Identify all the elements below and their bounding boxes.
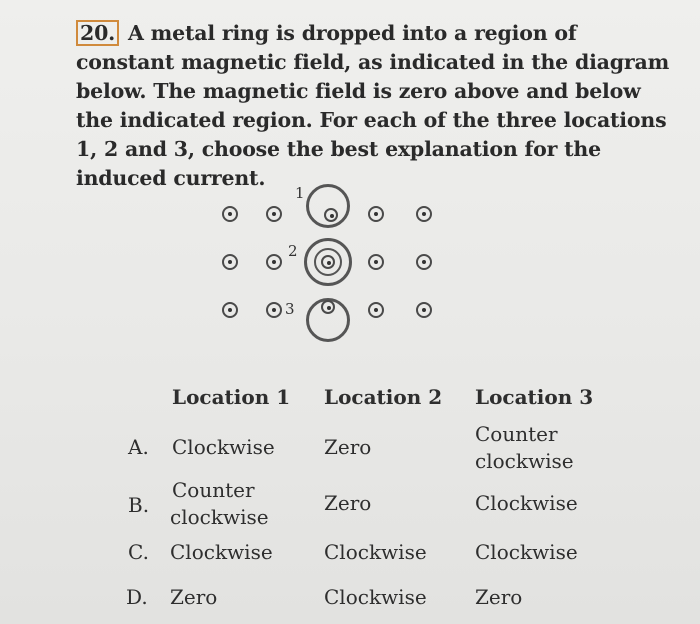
option-c-location-1: Clockwise (170, 540, 273, 564)
field-dot (416, 206, 432, 222)
field-dot (321, 255, 335, 269)
header-location-2: Location 2 (324, 385, 443, 409)
field-dot (368, 302, 384, 318)
location-label-2: 2 (288, 242, 298, 260)
field-dot (368, 206, 384, 222)
field-dot (222, 254, 238, 270)
header-location-3: Location 3 (475, 385, 594, 409)
question-number: 20. (76, 20, 119, 46)
option-c-letter[interactable]: C. (128, 540, 149, 564)
question-text (76, 19, 676, 193)
option-d-location-2: Clockwise (324, 585, 427, 609)
option-b-location-1-line1: Counter (172, 478, 255, 502)
option-b-letter[interactable]: B. (128, 493, 150, 517)
field-dot (321, 300, 335, 314)
field-dot (416, 302, 432, 318)
field-dot (266, 302, 282, 318)
field-dot (222, 206, 238, 222)
magnetic-field-diagram (200, 168, 460, 358)
header-location-1: Location 1 (172, 385, 291, 409)
option-d-location-1: Zero (170, 585, 218, 609)
location-label-1: 1 (295, 184, 305, 202)
field-dot (266, 254, 282, 270)
option-b-location-2: Zero (324, 491, 372, 515)
option-c-location-3: Clockwise (475, 540, 578, 564)
option-b-location-3: Clockwise (475, 491, 578, 515)
option-d-letter[interactable]: D. (126, 585, 148, 609)
option-a-letter[interactable]: A. (128, 435, 149, 459)
field-dot (222, 302, 238, 318)
option-c-location-2: Clockwise (324, 540, 427, 564)
option-d-location-3: Zero (475, 585, 523, 609)
option-a-location-3-line2: clockwise (475, 449, 574, 473)
field-dot (416, 254, 432, 270)
option-a-location-3-line1: Counter (475, 422, 558, 446)
option-a-location-2: Zero (324, 435, 372, 459)
location-label-3: 3 (285, 300, 295, 318)
field-dot (266, 206, 282, 222)
field-dot (368, 254, 384, 270)
option-b-location-1-line2: clockwise (170, 505, 269, 529)
option-a-location-1: Clockwise (172, 435, 275, 459)
field-dot (324, 208, 338, 222)
question-body: A metal ring is dropped into a region of constant magnetic field, as indicated in the diagram below. The magnetic field is zero above and below the indicated region. For each of the three locations 1, 2 and 3, choose the best explanation for the induced current. (76, 21, 670, 190)
